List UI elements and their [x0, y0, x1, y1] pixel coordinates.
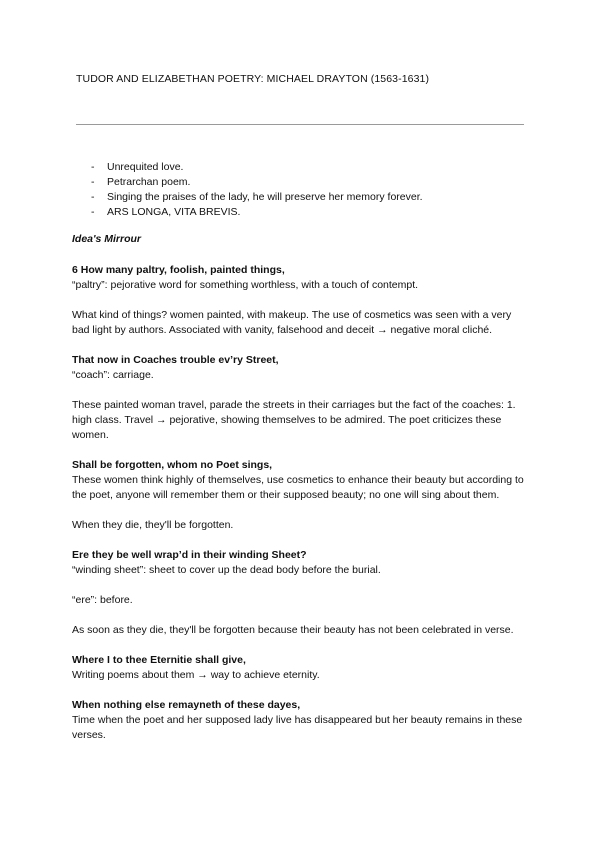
analysis-content	[72, 263, 528, 743]
paragraph: “ere”: before.	[72, 594, 133, 606]
paragraph: Time when the poet and her supposed lady live has disappeared but her beauty remains in these verses.	[72, 714, 523, 741]
section-subtitle: Idea's Mirrour	[72, 233, 142, 245]
verse-heading: 6 How many paltry, foolish, painted things,	[72, 264, 285, 276]
bullet-marker: -	[91, 176, 95, 188]
paragraph: “paltry”: pejorative word for something worthless, with a touch of contempt.	[72, 279, 419, 291]
bullet-list	[91, 160, 423, 220]
bullet-marker: -	[91, 206, 95, 218]
bullet-marker: -	[91, 161, 95, 173]
bullet-text: Unrequited love.	[107, 161, 184, 173]
bullet-marker: -	[91, 191, 95, 203]
paragraph: What kind of things? women painted, with makeup. The use of cosmetics was seen with a very bad light by authors. Associated with vanity, falsehood and deceit → negative moral cliché.	[72, 309, 512, 336]
page-title: TUDOR AND ELIZABETHAN POETRY: MICHAEL DRAYTON (1563-1631)	[76, 73, 430, 85]
verse-heading: That now in Coaches trouble ev’ry Street,	[72, 354, 279, 366]
bullet-item	[91, 190, 423, 205]
verse-heading: Where I to thee Eternitie shall give,	[72, 654, 246, 666]
bullet-item	[91, 205, 423, 220]
verse-heading: When nothing else remayneth of these dayes,	[72, 699, 301, 711]
verse-heading: Shall be forgotten, whom no Poet sings,	[72, 459, 273, 471]
bullet-text: ARS LONGA, VITA BREVIS.	[107, 206, 241, 218]
paragraph: These painted woman travel, parade the streets in their carriages but the fact of the coaches: 1. high class. Travel → pejorative, showing themselves to be admired. The poet criticizes these women.	[72, 399, 516, 441]
bullet-item	[91, 160, 423, 175]
paragraph: When they die, they'll be forgotten.	[72, 519, 234, 531]
paragraph: “coach”: carriage.	[72, 369, 154, 381]
paragraph: Writing poems about them → way to achieve eternity.	[72, 669, 320, 681]
horizontal-rule	[76, 124, 524, 125]
bullet-item	[91, 175, 423, 190]
paragraph: These women think highly of themselves, use cosmetics to enhance their beauty but according to the poet, anyone will remember them or their supposed beauty; no one will sing about them.	[72, 474, 524, 501]
paragraph: “winding sheet”: sheet to cover up the dead body before the burial.	[72, 564, 381, 576]
paragraph: As soon as they die, they'll be forgotten because their beauty has not been celebrated in verse.	[72, 624, 514, 636]
bullet-text: Petrarchan poem.	[107, 176, 191, 188]
bullet-text: Singing the praises of the lady, he will preserve her memory forever.	[107, 191, 423, 203]
verse-heading: Ere they be well wrap’d in their winding Sheet?	[72, 549, 307, 561]
